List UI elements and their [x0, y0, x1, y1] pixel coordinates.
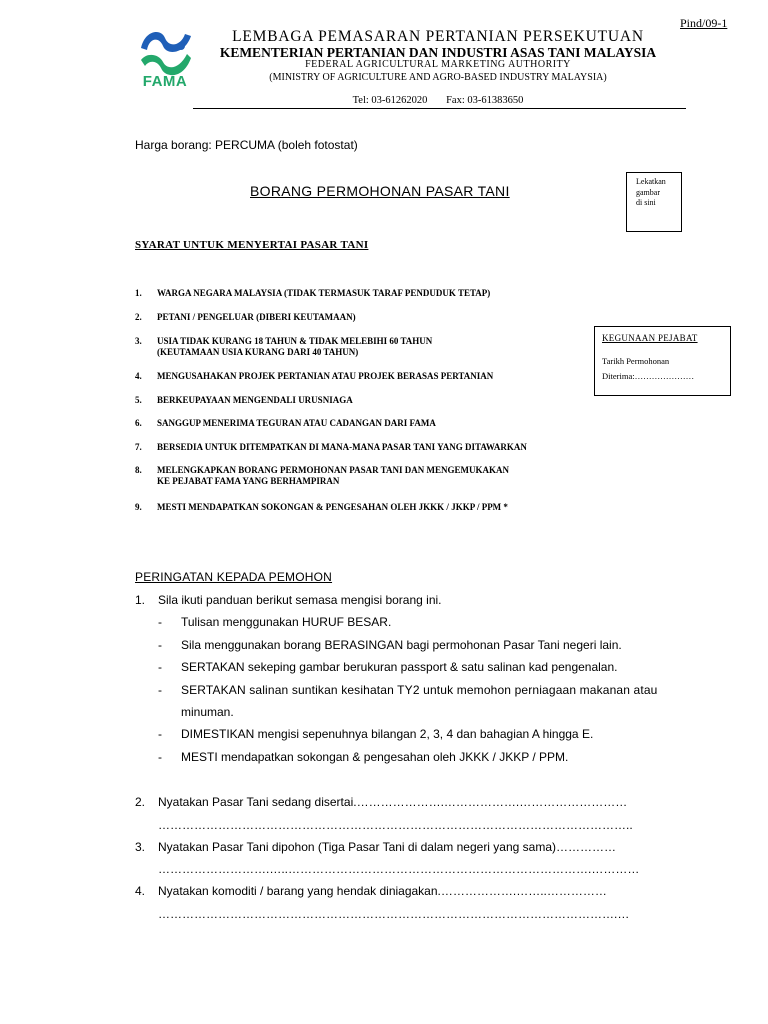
- bullet-text-continued: minuman.: [181, 705, 234, 719]
- requirement-number: 5.: [135, 395, 142, 405]
- bullet-text: SERTAKAN salinan suntikan kesihatan TY2 untuk memohon perniagaan makanan atau: [181, 683, 658, 697]
- requirement-text: (KEUTAMAAN USIA KURANG DARI 40 TAHUN): [157, 347, 359, 357]
- requirement-text: SANGGUP MENERIMA TEGURAN ATAU CADANGAN DARI FAMA: [157, 418, 436, 428]
- answer-line[interactable]: ………………………………………………………………………………………………………..: [158, 818, 633, 832]
- logo-dot: [177, 42, 185, 50]
- requirement-text: KE PEJABAT FAMA YANG BERHAMPIRAN: [157, 476, 340, 486]
- requirement-text: USIA TIDAK KURANG 18 TAHUN & TIDAK MELEBIHI 60 TAHUN: [157, 336, 433, 346]
- ministry-name: KEMENTERIAN PERTANIAN DAN INDUSTRI ASAS TANI MALAYSIA: [219, 45, 657, 60]
- org-name: LEMBAGA PEMASARAN PERTANIAN PERSEKUTUAN: [232, 28, 644, 45]
- requirement-number: 3.: [135, 336, 142, 346]
- answer-line[interactable]: ……………………….…..………………………………………………………………….…………: [158, 862, 640, 876]
- tel-number: Tel: 03-61262020: [352, 95, 428, 106]
- bullet-dash: -: [158, 750, 162, 764]
- question-pasar-tani-applied[interactable]: Nyatakan Pasar Tani dipohon (Tiga Pasar Tani di dalam negeri yang sama)……………: [158, 840, 617, 854]
- price-line: Harga borang: PERCUMA (boleh fotostat): [135, 138, 358, 152]
- bullet-dash: -: [158, 727, 162, 741]
- requirement-text: MESTI MENDAPATKAN SOKONGAN & PENGESAHAN OLEH JKKK / JKKP / PPM *: [157, 502, 508, 512]
- requirement-number: 8.: [135, 465, 142, 475]
- warning-item-text: Sila ikuti panduan berikut semasa mengisi borang ini.: [158, 593, 442, 607]
- requirement-number: 4.: [135, 371, 142, 381]
- contact-line: [195, 95, 681, 106]
- logo-green-swoosh: [141, 54, 191, 75]
- bullet-text: Tulisan menggunakan HURUF BESAR.: [181, 615, 392, 629]
- ministry-name-english: (MINISTRY OF AGRICULTURE AND AGRO-BASED INDUSTRY MALAYSIA): [269, 72, 607, 83]
- application-date-label: Tarikh Permohonan: [602, 356, 670, 366]
- bullet-dash: -: [158, 683, 162, 697]
- question-commodity[interactable]: Nyatakan komoditi / barang yang hendak diniagakan.……………….……..……………: [158, 884, 607, 898]
- warning-item-number: 1.: [135, 593, 146, 607]
- bullet-dash: -: [158, 615, 162, 629]
- requirement-number: 2.: [135, 312, 142, 322]
- bullet-text: MESTI mendapatkan sokongan & pengesahan oleh JKKK / JKKP / PPM.: [181, 750, 569, 764]
- requirement-text: WARGA NEGARA MALAYSIA (TIDAK TERMASUK TARAF PENDUDUK TETAP): [157, 288, 491, 298]
- photo-box[interactable]: [626, 172, 682, 232]
- office-use-title: KEGUNAAN PEJABAT: [602, 333, 698, 343]
- requirements-heading: SYARAT UNTUK MENYERTAI PASAR TANI: [135, 239, 369, 251]
- form-code: Pind/09-1: [680, 16, 728, 30]
- requirement-text: PETANI / PENGELUAR (DIBERI KEUTAMAAN): [157, 312, 356, 322]
- bullet-text: DIMESTIKAN mengisi sepenuhnya bilangan 2, 3, 4 dan bahagian A hingga E.: [181, 727, 594, 741]
- header-divider: [193, 108, 686, 109]
- form-title: BORANG PERMOHONAN PASAR TANI: [250, 183, 510, 199]
- photo-box-line: di sini: [636, 198, 656, 207]
- requirement-text: MENGUSAHAKAN PROJEK PERTANIAN ATAU PROJEK BERASAS PERTANIAN: [157, 371, 494, 381]
- question-number: 2.: [135, 795, 146, 809]
- bullet-dash: -: [158, 638, 162, 652]
- question-pasar-tani-current[interactable]: Nyatakan Pasar Tani sedang disertai.………………….……………….………………………: [158, 795, 628, 809]
- requirement-text: MELENGKAPKAN BORANG PERMOHONAN PASAR TANI DAN MENGEMUKAKAN: [157, 465, 509, 475]
- bullet-text: Sila menggunakan borang BERASINGAN bagi permohonan Pasar Tani negeri lain.: [181, 638, 622, 652]
- photo-box-line: gambar: [636, 187, 660, 197]
- warning-heading: PERINGATAN KEPADA PEMOHON: [135, 570, 333, 584]
- fax-number: Fax: 03-61383650: [446, 95, 524, 106]
- requirement-number: 6.: [135, 418, 142, 428]
- bullet-dash: -: [158, 660, 162, 674]
- logo-text: FAMA: [142, 73, 188, 90]
- requirement-text: BERSEDIA UNTUK DITEMPATKAN DI MANA-MANA PASAR TANI YANG DITAWARKAN: [157, 442, 527, 452]
- requirement-number: 1.: [135, 288, 142, 298]
- question-number: 4.: [135, 884, 146, 898]
- question-number: 3.: [135, 840, 146, 854]
- received-field[interactable]: Diterima:…………………: [602, 371, 695, 381]
- authority-name-english: FEDERAL AGRICULTURAL MARKETING AUTHORITY: [305, 59, 571, 70]
- photo-box-line: Lekatkan: [636, 177, 666, 186]
- requirement-text: BERKEUPAYAAN MENGENDALI URUSNIAGA: [157, 395, 353, 405]
- bullet-text: SERTAKAN sekeping gambar berukuran passport & satu salinan kad pengenalan.: [181, 660, 618, 674]
- office-use-box: [594, 326, 731, 396]
- answer-line[interactable]: …………………………………………………………………………………………………….…: [158, 907, 630, 921]
- requirement-number: 9.: [135, 502, 142, 512]
- requirement-number: 7.: [135, 442, 142, 452]
